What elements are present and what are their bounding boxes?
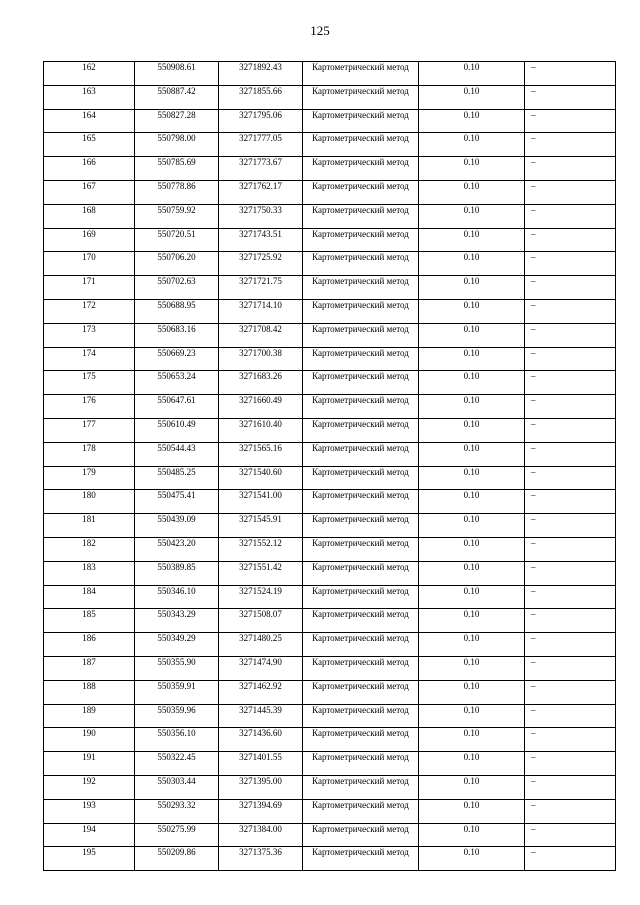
y-coordinate-cell: 3271708.42 <box>219 323 303 347</box>
precision-cell: 0.10 <box>419 371 525 395</box>
method-cell: Картометрический метод <box>303 180 419 204</box>
method-cell: Картометрический метод <box>303 656 419 680</box>
y-coordinate-cell: 3271714.10 <box>219 299 303 323</box>
x-coordinate-cell: 550349.29 <box>135 633 219 657</box>
note-cell: – <box>525 775 616 799</box>
table-row <box>44 442 616 466</box>
precision-cell: 0.10 <box>419 704 525 728</box>
note-cell: – <box>525 561 616 585</box>
point-number-cell: 170 <box>44 252 135 276</box>
y-coordinate-cell: 3271474.90 <box>219 656 303 680</box>
y-coordinate-cell: 3271540.60 <box>219 466 303 490</box>
note-cell: – <box>525 252 616 276</box>
note-cell: – <box>525 62 616 86</box>
point-number-cell: 175 <box>44 371 135 395</box>
method-cell: Картометрический метод <box>303 347 419 371</box>
y-coordinate-cell: 3271384.00 <box>219 823 303 847</box>
coordinates-table-body <box>44 62 616 871</box>
method-cell: Картометрический метод <box>303 371 419 395</box>
table-row <box>44 490 616 514</box>
note-cell: – <box>525 323 616 347</box>
x-coordinate-cell: 550706.20 <box>135 252 219 276</box>
point-number-cell: 165 <box>44 133 135 157</box>
precision-cell: 0.10 <box>419 252 525 276</box>
x-coordinate-cell: 550544.43 <box>135 442 219 466</box>
y-coordinate-cell: 3271541.00 <box>219 490 303 514</box>
precision-cell: 0.10 <box>419 752 525 776</box>
note-cell: – <box>525 418 616 442</box>
point-number-cell: 192 <box>44 775 135 799</box>
table-row <box>44 775 616 799</box>
precision-cell: 0.10 <box>419 466 525 490</box>
table-row <box>44 371 616 395</box>
table-row <box>44 299 616 323</box>
method-cell: Картометрический метод <box>303 109 419 133</box>
method-cell: Картометрический метод <box>303 537 419 561</box>
point-number-cell: 194 <box>44 823 135 847</box>
note-cell: – <box>525 728 616 752</box>
method-cell: Картометрический метод <box>303 133 419 157</box>
y-coordinate-cell: 3271436.60 <box>219 728 303 752</box>
note-cell: – <box>525 609 616 633</box>
y-coordinate-cell: 3271750.33 <box>219 204 303 228</box>
note-cell: – <box>525 823 616 847</box>
coordinates-table <box>43 61 616 871</box>
table-row <box>44 418 616 442</box>
y-coordinate-cell: 3271725.92 <box>219 252 303 276</box>
point-number-cell: 183 <box>44 561 135 585</box>
y-coordinate-cell: 3271375.36 <box>219 847 303 871</box>
table-row <box>44 514 616 538</box>
precision-cell: 0.10 <box>419 418 525 442</box>
point-number-cell: 186 <box>44 633 135 657</box>
table-row <box>44 728 616 752</box>
x-coordinate-cell: 550355.90 <box>135 656 219 680</box>
precision-cell: 0.10 <box>419 157 525 181</box>
x-coordinate-cell: 550209.86 <box>135 847 219 871</box>
table-row <box>44 609 616 633</box>
x-coordinate-cell: 550275.99 <box>135 823 219 847</box>
method-cell: Картометрический метод <box>303 276 419 300</box>
note-cell: – <box>525 490 616 514</box>
x-coordinate-cell: 550778.86 <box>135 180 219 204</box>
x-coordinate-cell: 550485.25 <box>135 466 219 490</box>
method-cell: Картометрический метод <box>303 633 419 657</box>
x-coordinate-cell: 550389.85 <box>135 561 219 585</box>
method-cell: Картометрический метод <box>303 799 419 823</box>
method-cell: Картометрический метод <box>303 228 419 252</box>
precision-cell: 0.10 <box>419 680 525 704</box>
method-cell: Картометрический метод <box>303 847 419 871</box>
method-cell: Картометрический метод <box>303 585 419 609</box>
point-number-cell: 173 <box>44 323 135 347</box>
precision-cell: 0.10 <box>419 490 525 514</box>
y-coordinate-cell: 3271462.92 <box>219 680 303 704</box>
x-coordinate-cell: 550293.32 <box>135 799 219 823</box>
point-number-cell: 193 <box>44 799 135 823</box>
method-cell: Картометрический метод <box>303 752 419 776</box>
precision-cell: 0.10 <box>419 633 525 657</box>
point-number-cell: 163 <box>44 85 135 109</box>
y-coordinate-cell: 3271508.07 <box>219 609 303 633</box>
precision-cell: 0.10 <box>419 442 525 466</box>
precision-cell: 0.10 <box>419 609 525 633</box>
table-row <box>44 847 616 871</box>
method-cell: Картометрический метод <box>303 775 419 799</box>
point-number-cell: 179 <box>44 466 135 490</box>
method-cell: Картометрический метод <box>303 204 419 228</box>
x-coordinate-cell: 550720.51 <box>135 228 219 252</box>
table-row <box>44 228 616 252</box>
x-coordinate-cell: 550688.95 <box>135 299 219 323</box>
point-number-cell: 178 <box>44 442 135 466</box>
x-coordinate-cell: 550827.28 <box>135 109 219 133</box>
x-coordinate-cell: 550322.45 <box>135 752 219 776</box>
note-cell: – <box>525 633 616 657</box>
note-cell: – <box>525 466 616 490</box>
x-coordinate-cell: 550669.23 <box>135 347 219 371</box>
precision-cell: 0.10 <box>419 109 525 133</box>
x-coordinate-cell: 550653.24 <box>135 371 219 395</box>
precision-cell: 0.10 <box>419 323 525 347</box>
method-cell: Картометрический метод <box>303 728 419 752</box>
x-coordinate-cell: 550423.20 <box>135 537 219 561</box>
table-row <box>44 62 616 86</box>
y-coordinate-cell: 3271762.17 <box>219 180 303 204</box>
method-cell: Картометрический метод <box>303 252 419 276</box>
precision-cell: 0.10 <box>419 276 525 300</box>
point-number-cell: 167 <box>44 180 135 204</box>
precision-cell: 0.10 <box>419 133 525 157</box>
point-number-cell: 177 <box>44 418 135 442</box>
table-row <box>44 180 616 204</box>
note-cell: – <box>525 180 616 204</box>
method-cell: Картометрический метод <box>303 157 419 181</box>
point-number-cell: 191 <box>44 752 135 776</box>
table-row <box>44 633 616 657</box>
x-coordinate-cell: 550475.41 <box>135 490 219 514</box>
note-cell: – <box>525 204 616 228</box>
method-cell: Картометрический метод <box>303 561 419 585</box>
note-cell: – <box>525 847 616 871</box>
table-row <box>44 537 616 561</box>
y-coordinate-cell: 3271777.05 <box>219 133 303 157</box>
table-row <box>44 823 616 847</box>
precision-cell: 0.10 <box>419 799 525 823</box>
table-row <box>44 799 616 823</box>
precision-cell: 0.10 <box>419 537 525 561</box>
point-number-cell: 164 <box>44 109 135 133</box>
note-cell: – <box>525 109 616 133</box>
point-number-cell: 185 <box>44 609 135 633</box>
y-coordinate-cell: 3271552.12 <box>219 537 303 561</box>
x-coordinate-cell: 550702.63 <box>135 276 219 300</box>
x-coordinate-cell: 550356.10 <box>135 728 219 752</box>
point-number-cell: 182 <box>44 537 135 561</box>
x-coordinate-cell: 550303.44 <box>135 775 219 799</box>
precision-cell: 0.10 <box>419 347 525 371</box>
note-cell: – <box>525 276 616 300</box>
point-number-cell: 180 <box>44 490 135 514</box>
note-cell: – <box>525 157 616 181</box>
table-row <box>44 323 616 347</box>
table-row <box>44 656 616 680</box>
y-coordinate-cell: 3271683.26 <box>219 371 303 395</box>
method-cell: Картометрический метод <box>303 418 419 442</box>
method-cell: Картометрический метод <box>303 442 419 466</box>
table-row <box>44 276 616 300</box>
note-cell: – <box>525 752 616 776</box>
y-coordinate-cell: 3271551.42 <box>219 561 303 585</box>
method-cell: Картометрический метод <box>303 395 419 419</box>
table-row <box>44 347 616 371</box>
y-coordinate-cell: 3271610.40 <box>219 418 303 442</box>
point-number-cell: 174 <box>44 347 135 371</box>
note-cell: – <box>525 85 616 109</box>
point-number-cell: 166 <box>44 157 135 181</box>
page-number: 125 <box>310 23 330 38</box>
precision-cell: 0.10 <box>419 514 525 538</box>
y-coordinate-cell: 3271660.49 <box>219 395 303 419</box>
table-row <box>44 252 616 276</box>
x-coordinate-cell: 550683.16 <box>135 323 219 347</box>
x-coordinate-cell: 550346.10 <box>135 585 219 609</box>
note-cell: – <box>525 299 616 323</box>
x-coordinate-cell: 550359.91 <box>135 680 219 704</box>
method-cell: Картометрический метод <box>303 85 419 109</box>
point-number-cell: 195 <box>44 847 135 871</box>
note-cell: – <box>525 228 616 252</box>
y-coordinate-cell: 3271545.91 <box>219 514 303 538</box>
y-coordinate-cell: 3271565.16 <box>219 442 303 466</box>
note-cell: – <box>525 514 616 538</box>
table-row <box>44 204 616 228</box>
x-coordinate-cell: 550887.42 <box>135 85 219 109</box>
note-cell: – <box>525 704 616 728</box>
y-coordinate-cell: 3271480.25 <box>219 633 303 657</box>
note-cell: – <box>525 347 616 371</box>
y-coordinate-cell: 3271401.55 <box>219 752 303 776</box>
precision-cell: 0.10 <box>419 228 525 252</box>
y-coordinate-cell: 3271743.51 <box>219 228 303 252</box>
precision-cell: 0.10 <box>419 204 525 228</box>
precision-cell: 0.10 <box>419 62 525 86</box>
table-row <box>44 466 616 490</box>
note-cell: – <box>525 442 616 466</box>
point-number-cell: 188 <box>44 680 135 704</box>
table-row <box>44 109 616 133</box>
table-row <box>44 561 616 585</box>
x-coordinate-cell: 550359.96 <box>135 704 219 728</box>
method-cell: Картометрический метод <box>303 299 419 323</box>
x-coordinate-cell: 550908.61 <box>135 62 219 86</box>
note-cell: – <box>525 799 616 823</box>
precision-cell: 0.10 <box>419 561 525 585</box>
table-row <box>44 157 616 181</box>
x-coordinate-cell: 550759.92 <box>135 204 219 228</box>
precision-cell: 0.10 <box>419 656 525 680</box>
table-row <box>44 85 616 109</box>
table-row <box>44 680 616 704</box>
y-coordinate-cell: 3271892.43 <box>219 62 303 86</box>
note-cell: – <box>525 585 616 609</box>
precision-cell: 0.10 <box>419 299 525 323</box>
y-coordinate-cell: 3271394.69 <box>219 799 303 823</box>
point-number-cell: 190 <box>44 728 135 752</box>
note-cell: – <box>525 371 616 395</box>
precision-cell: 0.10 <box>419 823 525 847</box>
note-cell: – <box>525 537 616 561</box>
point-number-cell: 181 <box>44 514 135 538</box>
table-row <box>44 704 616 728</box>
method-cell: Картометрический метод <box>303 514 419 538</box>
point-number-cell: 176 <box>44 395 135 419</box>
x-coordinate-cell: 550439.09 <box>135 514 219 538</box>
point-number-cell: 184 <box>44 585 135 609</box>
x-coordinate-cell: 550785.69 <box>135 157 219 181</box>
y-coordinate-cell: 3271524.19 <box>219 585 303 609</box>
y-coordinate-cell: 3271855.66 <box>219 85 303 109</box>
x-coordinate-cell: 550798.00 <box>135 133 219 157</box>
point-number-cell: 171 <box>44 276 135 300</box>
note-cell: – <box>525 680 616 704</box>
method-cell: Картометрический метод <box>303 704 419 728</box>
note-cell: – <box>525 656 616 680</box>
table-row <box>44 585 616 609</box>
y-coordinate-cell: 3271445.39 <box>219 704 303 728</box>
method-cell: Картометрический метод <box>303 823 419 847</box>
y-coordinate-cell: 3271721.75 <box>219 276 303 300</box>
point-number-cell: 169 <box>44 228 135 252</box>
method-cell: Картометрический метод <box>303 680 419 704</box>
x-coordinate-cell: 550647.61 <box>135 395 219 419</box>
table-row <box>44 133 616 157</box>
note-cell: – <box>525 133 616 157</box>
point-number-cell: 187 <box>44 656 135 680</box>
method-cell: Картометрический метод <box>303 466 419 490</box>
x-coordinate-cell: 550343.29 <box>135 609 219 633</box>
y-coordinate-cell: 3271700.38 <box>219 347 303 371</box>
point-number-cell: 172 <box>44 299 135 323</box>
precision-cell: 0.10 <box>419 728 525 752</box>
y-coordinate-cell: 3271773.67 <box>219 157 303 181</box>
precision-cell: 0.10 <box>419 847 525 871</box>
table-row <box>44 395 616 419</box>
y-coordinate-cell: 3271795.06 <box>219 109 303 133</box>
precision-cell: 0.10 <box>419 585 525 609</box>
precision-cell: 0.10 <box>419 85 525 109</box>
note-cell: – <box>525 395 616 419</box>
precision-cell: 0.10 <box>419 180 525 204</box>
point-number-cell: 162 <box>44 62 135 86</box>
precision-cell: 0.10 <box>419 395 525 419</box>
method-cell: Картометрический метод <box>303 490 419 514</box>
method-cell: Картометрический метод <box>303 609 419 633</box>
method-cell: Картометрический метод <box>303 323 419 347</box>
table-row <box>44 752 616 776</box>
point-number-cell: 168 <box>44 204 135 228</box>
precision-cell: 0.10 <box>419 775 525 799</box>
x-coordinate-cell: 550610.49 <box>135 418 219 442</box>
point-number-cell: 189 <box>44 704 135 728</box>
y-coordinate-cell: 3271395.00 <box>219 775 303 799</box>
method-cell: Картометрический метод <box>303 62 419 86</box>
